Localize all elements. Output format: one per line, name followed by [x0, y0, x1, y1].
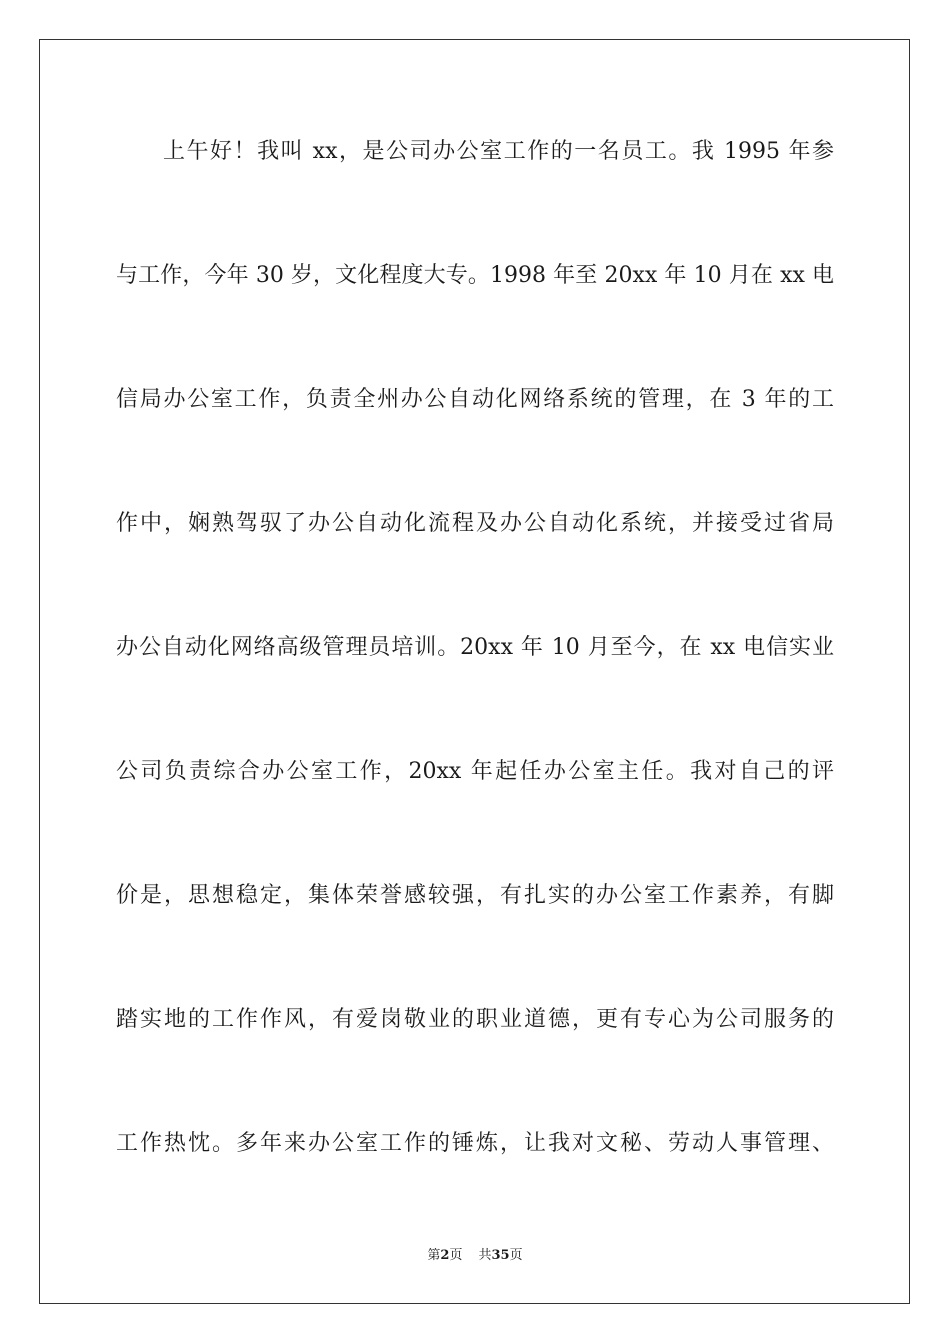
footer-page-number: 2	[440, 1248, 450, 1263]
paragraph-line-1: 上午好！我叫 xx，是公司办公室工作的一名员工。我 1995 年参	[163, 139, 834, 164]
footer-total-prefix: 共	[478, 1248, 492, 1263]
paragraph-line-8: 踏实地的工作作风，有爱岗敬业的职业道德，更有专心为公司服务的	[116, 1007, 834, 1032]
paragraph-line-2: 与工作，今年 30 岁，文化程度大专。1998 年至 20xx 年 10 月在 xx 电	[116, 263, 834, 288]
paragraph-line-4: 作中，娴熟驾驭了办公自动化流程及办公自动化系统，并接受过省局	[116, 511, 834, 536]
paragraph-line-7: 价是，思想稳定，集体荣誉感较强，有扎实的办公室工作素养，有脚	[116, 883, 834, 908]
paragraph-line-5: 办公自动化网络高级管理员培训。20xx 年 10 月至今，在 xx 电信实业	[116, 635, 834, 660]
paragraph-line-9: 工作热忱。多年来办公室工作的锤炼，让我对文秘、劳动人事管理、	[116, 1131, 834, 1156]
footer-page-suffix: 页	[449, 1248, 463, 1263]
page-frame	[39, 39, 910, 1304]
footer-total-pages: 35	[491, 1248, 510, 1263]
footer-total-suffix: 页	[509, 1248, 523, 1263]
page-footer	[0, 1247, 950, 1265]
footer-page-prefix: 第	[427, 1248, 441, 1263]
paragraph-line-6: 公司负责综合办公室工作，20xx 年起任办公室主任。我对自己的评	[116, 759, 834, 784]
paragraph-line-3: 信局办公室工作，负责全州办公自动化网络系统的管理，在 3 年的工	[116, 387, 834, 412]
